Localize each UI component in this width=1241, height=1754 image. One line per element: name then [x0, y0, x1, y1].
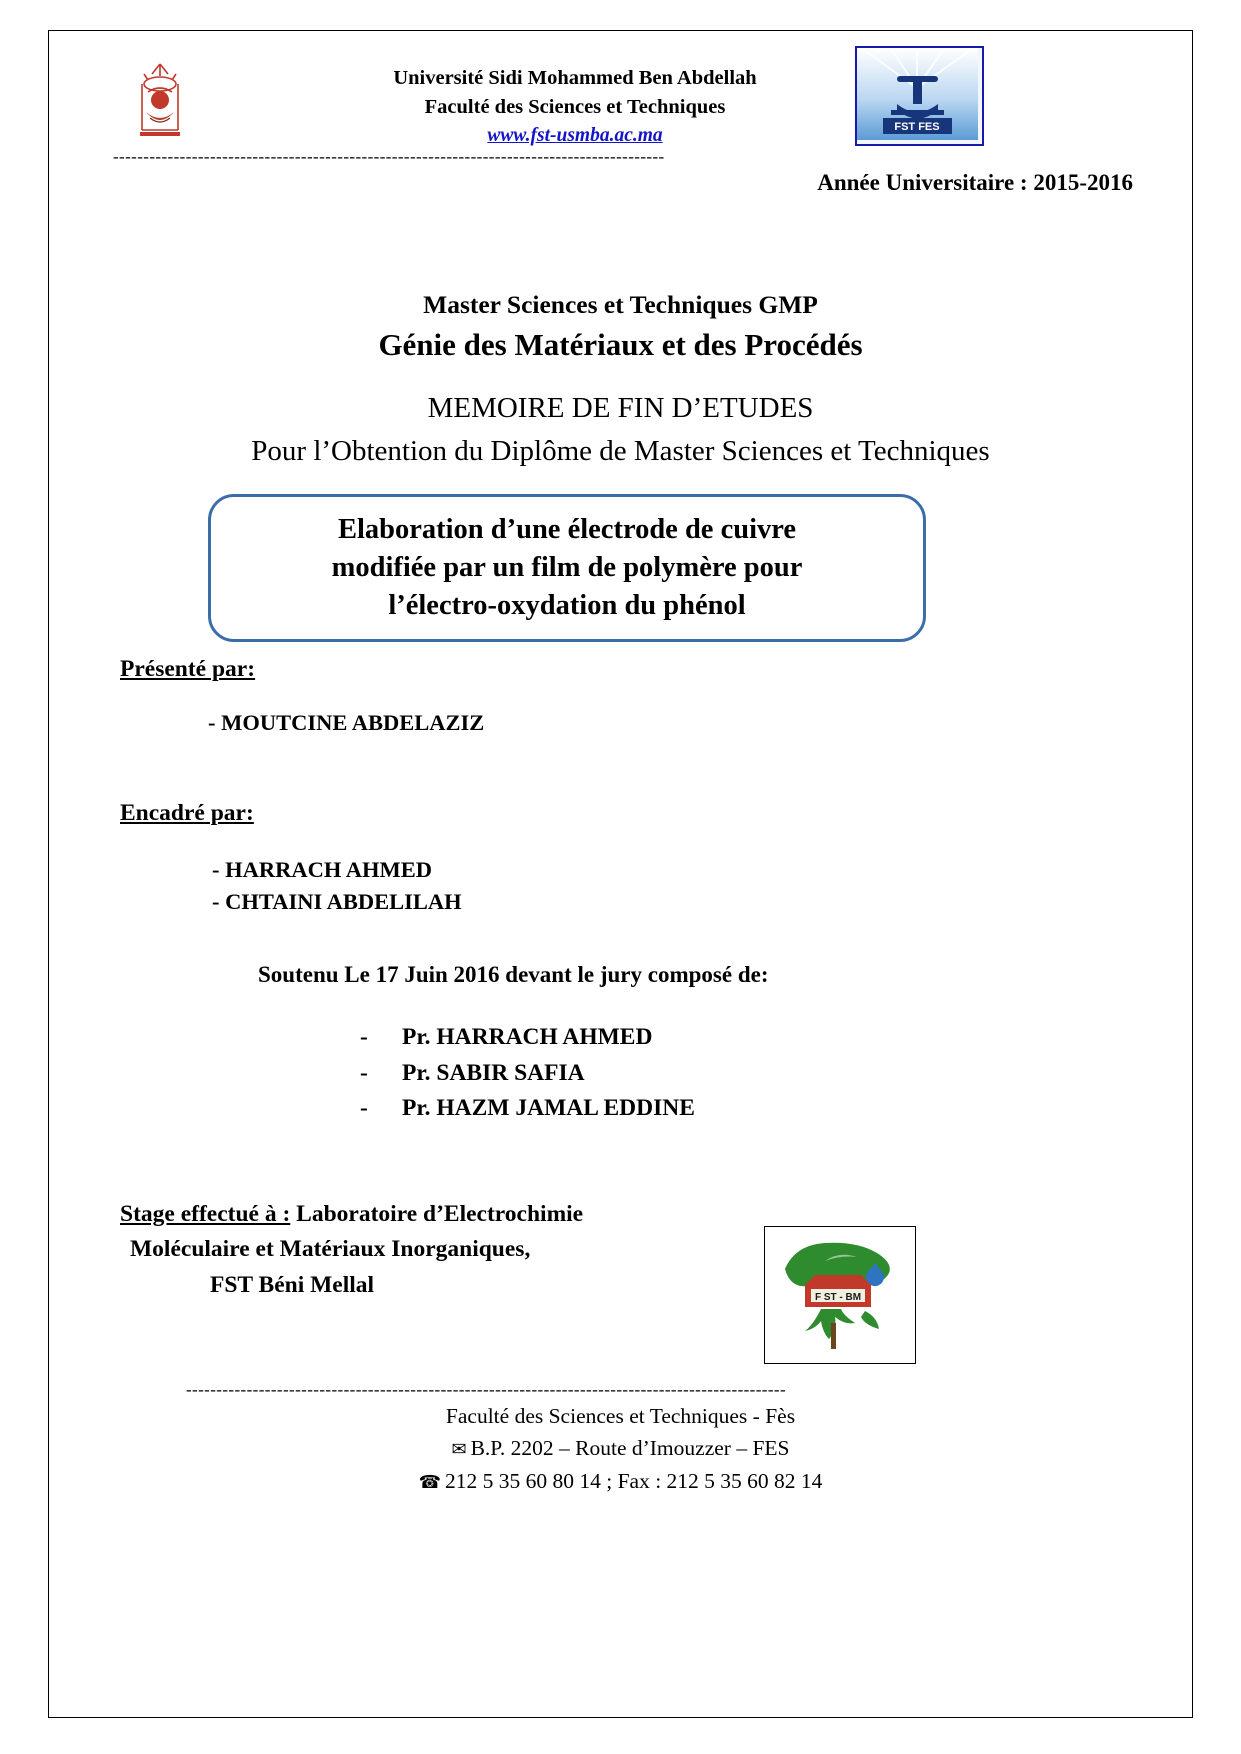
list-bullet: - [360, 1059, 368, 1086]
internship-label: Stage effectué à : [120, 1201, 291, 1227]
footer-phone-text: 212 5 35 60 80 14 ; Fax : 212 5 35 60 82 14 [444, 1468, 823, 1493]
purpose-line: Pour l’Obtention du Diplôme de Master Sciences et Techniques [251, 435, 990, 467]
jury-member-name: Pr. HAZM JAMAL EDDINE [402, 1095, 695, 1122]
thesis-title-line-2: modifiée par un film de polymère pour [331, 551, 803, 583]
jury-member [360, 1056, 695, 1092]
jury-member [360, 1020, 695, 1056]
supervisors-list [212, 854, 462, 919]
faculty-website-link[interactable]: www.fst-usmba.ac.ma [487, 125, 663, 147]
jury-list [360, 1020, 695, 1127]
header-divider: ------------------------------------------------------------------------------------------- [113, 147, 665, 166]
defense-line: Soutenu Le 17 Juin 2016 devant le jury composé de: [258, 962, 769, 987]
internship-line-2: Moléculaire et Matériaux Inorganiques, [130, 1236, 531, 1263]
thesis-title [318, 511, 817, 626]
internship-line-1 [120, 1197, 760, 1232]
jury-member [360, 1091, 695, 1127]
specialty-line: Génie des Matériaux et des Procédés [378, 327, 863, 362]
document-header [60, 42, 1181, 166]
document-footer [60, 1400, 1181, 1497]
footer-divider: --------------------------------------------------------------------------------------------------- [186, 1380, 787, 1399]
envelope-icon: ✉ [451, 1439, 467, 1460]
thesis-title-box [208, 494, 926, 642]
master-program-line: Master Sciences et Techniques GMP [423, 290, 818, 319]
usmba-logo [122, 60, 198, 142]
telephone-icon: ☎ [418, 1471, 441, 1492]
footer-address-text: B.P. 2202 – Route d’Imouzzer – FES [470, 1436, 790, 1461]
faculty-name: Faculté des Sciences et Techniques [424, 96, 726, 119]
internship-line-3: FST Béni Mellal [210, 1271, 375, 1298]
memoire-line: MEMOIRE DE FIN D’ETUDES [427, 392, 814, 424]
footer-faculty: Faculté des Sciences et Techniques - Fès [445, 1404, 796, 1428]
internship-lab: Laboratoire d’Electrochimie [296, 1201, 584, 1227]
university-name: Université Sidi Mohammed Ben Abdellah [393, 67, 757, 89]
supervised-by-label: Encadré par: [120, 800, 254, 826]
fst-beni-mellal-logo [764, 1226, 916, 1364]
jury-member-name: Pr. HARRACH AHMED [402, 1024, 653, 1050]
footer-phone [60, 1465, 1181, 1497]
fst-fes-logo [855, 46, 984, 146]
supervisor-2: - CHTAINI ABDELILAH [212, 889, 462, 915]
thesis-title-line-3: l’électro-oxydation du phénol [388, 590, 746, 622]
jury-member-name: Pr. SABIR SAFIA [402, 1059, 585, 1086]
list-bullet: - [360, 1095, 368, 1122]
presented-by-label: Présenté par: [120, 656, 256, 682]
academic-year: Année Universitaire : 2015-2016 [817, 170, 1133, 195]
internship-block [120, 1197, 760, 1303]
footer-address [60, 1432, 1181, 1464]
student-name: - MOUTCINE ABDELAZIZ [208, 710, 485, 735]
page-content [60, 42, 1181, 1706]
thesis-title-line-1: Elaboration d’une électrode de cuivre [337, 513, 797, 545]
header-titles [230, 64, 920, 150]
list-bullet: - [360, 1024, 368, 1050]
svg-text:FST FES: FST FES [894, 121, 940, 133]
supervisor-1: - HARRACH AHMED [212, 857, 432, 882]
svg-text:F ST - BM: F ST - BM [814, 1292, 862, 1303]
